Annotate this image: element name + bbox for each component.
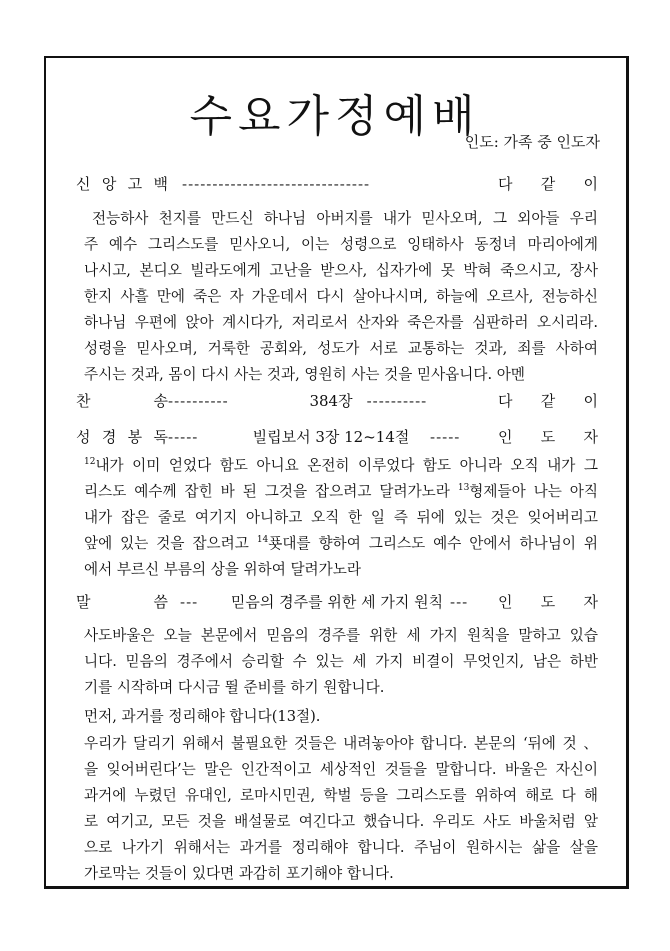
- section-creed-header: [76, 172, 598, 196]
- sermon-title: 믿음의 경주를 위한 세 가지 원칙: [230, 593, 444, 611]
- page-title: 수요가정예배: [189, 91, 481, 143]
- verse-number: 13: [457, 483, 470, 493]
- dash-leader: ----------: [366, 392, 428, 410]
- scripture-text: [84, 453, 598, 583]
- scripture-line: 리스도 예수께 잡힌 바 된 그것을 잡으려고 달려가노라 $^{13}$형제들아 나는 아직: [84, 483, 598, 500]
- sermon-label: 말 씀: [76, 593, 168, 611]
- scripture-line: $^{12}$내가 이미 얻었다 함도 아니요 온전히 이루었다 함도 아니라 오직 내가 그: [84, 457, 598, 474]
- section-hymn: [76, 389, 598, 413]
- creed-text: 전능하사 천지를 만드신 하나님 아버지를 내가 믿사오며, 그 외아들 우리 주 예수 그리스도를 믿사오니, 이는 성령으로 잉태하사 동정녀 마리아에게 나시고, 본디오 빌라도에게 고난을 받으사, 십자가에 못 박혀 죽으시고, 장사 한지 사흘 만에 죽은 자 가운데서 다시 살아나시며, 하늘에 오르사, 전능하신 하나님 우편에 앉아 계시다가, 저리로서 산자와 죽은자를 심판하러 오시리라. 성령을 믿사오며, 거룩한 공회와, 성도가 서로 교통하는 것과, 죄를 사하여 주시는 것과, 몸이 다시 사는 것과, 영원히 사는 것을 믿사옵니다. 아멘: [84, 210, 598, 383]
- dash-leader: -----: [168, 428, 199, 446]
- creed-responder: 다 같 이: [498, 175, 598, 193]
- verse-number: 14: [256, 535, 269, 545]
- scripture-line: 에서 부르신 부름의 상을 위하여 달려가노라: [84, 561, 361, 578]
- hymn-number: 384장: [309, 392, 353, 410]
- sermon-point-1-heading: 먼저, 과거를 정리해야 합니다(13절).: [84, 708, 321, 725]
- scripture-reference: 빌립보서 3장 12~14절: [252, 428, 410, 446]
- hymn-responder: 다 같 이: [498, 392, 598, 410]
- verse-number: 12: [84, 457, 96, 467]
- scripture-label: 성 경 봉 독: [76, 428, 168, 446]
- sermon-point-1-body: 우리가 달리기 위해서 불필요한 것들은 내려놓아야 합니다. 본문의 ‘뒤에 것 、 을 잊어버린다’는 말은 인간적이고 세상적인 것들을 말합니다. 바울은 자신이 과거에 누렸던 유대인, 로마시민권, 학벌 등을 그리스도를 위하여 해로 다 해 로 여기고, 모든 것을 배설물로 여긴다고 했습니다. 우리도 사도 바울처럼 앞 으로 나가기 위해서는 과거를 정리해야 합니다. 주님이 원하시는 삶을 살을 가로막는 것들이 있다면 과감히 포기해야 합니다.: [84, 735, 598, 882]
- dash-leader: ----------: [168, 392, 229, 410]
- hymn-label: 찬 송: [76, 392, 168, 410]
- sermon-intro: 사도바울은 오늘 본문에서 믿음의 경주를 위한 세 가지 원칙을 말하고 있습 니다. 믿음의 경주에서 승리할 수 있는 세 가지 비결이 무엇인지, 남은 하반 기를 시작하며 다시금 뛸 준비를 하기 원합니다.: [84, 627, 598, 696]
- dash-leader: ---: [180, 593, 199, 611]
- scripture-line: 앞에 있는 것을 잡으려고 $^{14}$푯대를 향하여 그리스도 예수 안에서 하나님이 위: [84, 535, 598, 552]
- dash-leader: -------------------------------: [182, 175, 371, 193]
- dash-leader: ---: [450, 593, 469, 611]
- creed-label: 신 앙 고 백: [76, 175, 168, 193]
- scripture-responder: 인 도 자: [498, 428, 598, 446]
- worship-leader: 인도: 가족 중 인도자: [464, 133, 600, 151]
- section-sermon: [76, 590, 598, 614]
- section-scripture: [76, 425, 598, 449]
- dash-leader: -----: [430, 428, 461, 446]
- sermon-responder: 인 도 자: [498, 593, 598, 611]
- scripture-line: 내가 잡은 줄로 여기지 아니하고 오직 한 일 즉 뒤에 있는 것은 잊어버리고: [84, 509, 598, 526]
